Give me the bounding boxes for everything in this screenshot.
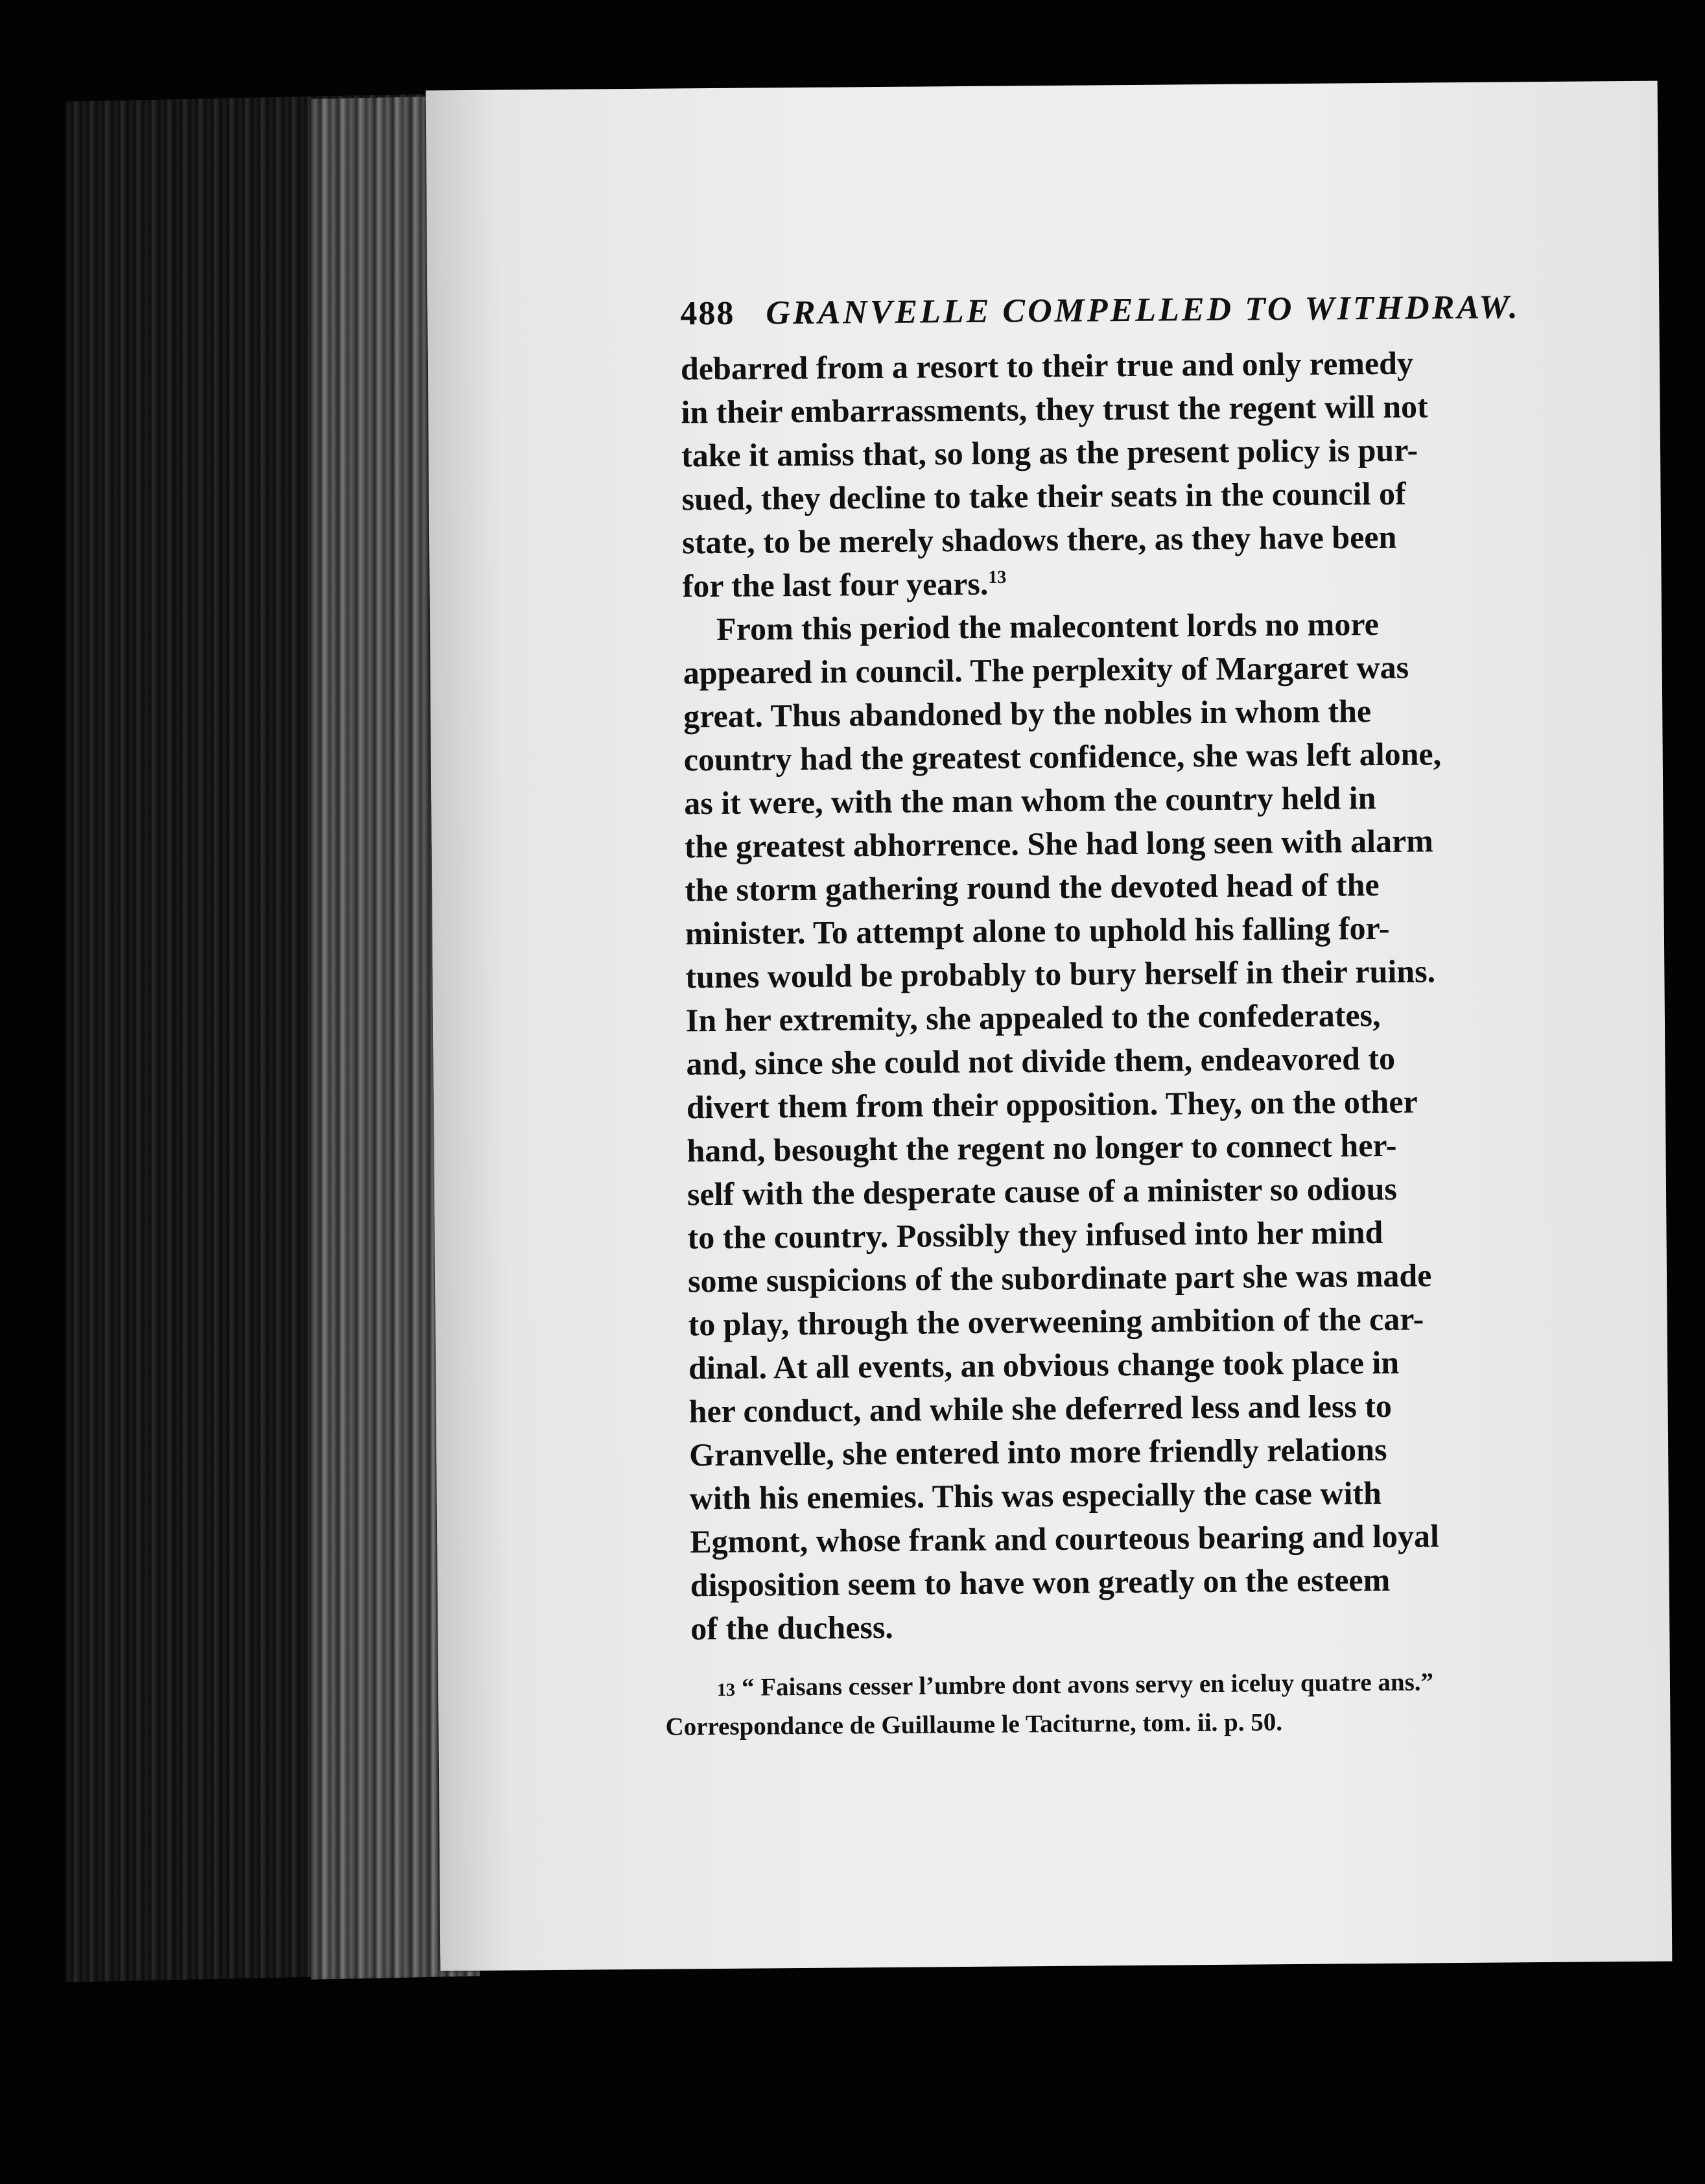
text-line: her conduct, and while she deferred less and less to (688, 1387, 1393, 1430)
text-block (665, 288, 1554, 1745)
page-number: 488 (680, 294, 735, 333)
text-line: great. Thus abandoned by the nobles in whom the (683, 693, 1372, 735)
text-line: Granvelle, she entered into more friendly relations (688, 1430, 1387, 1473)
text-line: self with the desperate cause of a minister so odious (687, 1170, 1398, 1213)
running-head (680, 288, 1542, 333)
text-line: disposition seem to have won greatly on the esteem (690, 1561, 1391, 1604)
text-line: the greatest abhorrence. She had long seen with alarm (684, 822, 1434, 865)
text-line-last: for the last four years. (682, 565, 989, 604)
text-line: take it amiss that, so long as the present policy is pur- (681, 431, 1418, 474)
text-line: with his enemies. This was especially the case with (689, 1474, 1382, 1517)
text-line: dinal. At all events, an obvious change took place in (688, 1344, 1400, 1386)
text-line: sued, they decline to take their seats in the council of (681, 475, 1406, 517)
footnote-line (691, 1663, 1553, 1709)
footnote-number: 13 (716, 1680, 736, 1701)
text-line (682, 558, 1544, 608)
footnote-citation: Correspondance de Guillaume le Taciturne, tom. ii. p. 50. (665, 1708, 1283, 1741)
running-head-title: GRANVELLE COMPELLED TO WITHDRAW. (766, 289, 1520, 332)
text-line: Egmont, whose frank and courteous bearing and loyal (690, 1517, 1440, 1560)
text-line: in their embarrassments, they trust the regent will not (681, 388, 1428, 431)
text-line: to play, through the overweening ambition of the car- (688, 1300, 1424, 1343)
text-line: divert them from their opposition. They, on the other (686, 1083, 1418, 1126)
text-line: as it were, with the man whom the country held in (684, 779, 1376, 822)
text-line: hand, besought the regent no longer to connect her- (687, 1126, 1397, 1169)
text-line: debarred from a resort to their true and only remedy (680, 344, 1414, 387)
footnote (665, 1663, 1554, 1745)
footnote-reference: 13 (988, 567, 1007, 588)
text-line: From this period the malecontent lords no more (716, 605, 1380, 648)
book-page (426, 81, 1673, 1971)
text-line: to the country. Possibly they infused into her mind (687, 1213, 1383, 1256)
footnote-quote: “ Faisans cesser l’umbre dont avons servy en iceluy quatre ans.” (741, 1668, 1434, 1702)
text-line: state, to be merely shadows there, as they have been (681, 518, 1397, 561)
text-line: of the duchess. (690, 1608, 894, 1647)
text-line: minister. To attempt alone to uphold his falling for- (685, 909, 1390, 952)
text-line: In her extremity, she appealed to the confederates, (685, 996, 1381, 1039)
text-line: and, since she could not divide them, endeavored to (686, 1039, 1396, 1082)
text-line: country had the greatest confidence, she was left alone, (683, 735, 1442, 778)
text-line: some suspicions of the subordinate part she was made (687, 1257, 1432, 1300)
paragraph-1 (681, 340, 1545, 608)
paragraph-2 (683, 601, 1553, 1650)
text-line: tunes would be probably to bury herself in their ruins. (685, 953, 1436, 995)
text-line: appeared in council. The perplexity of Margaret was (683, 648, 1409, 691)
text-line: the storm gathering round the devoted head of the (685, 866, 1380, 908)
